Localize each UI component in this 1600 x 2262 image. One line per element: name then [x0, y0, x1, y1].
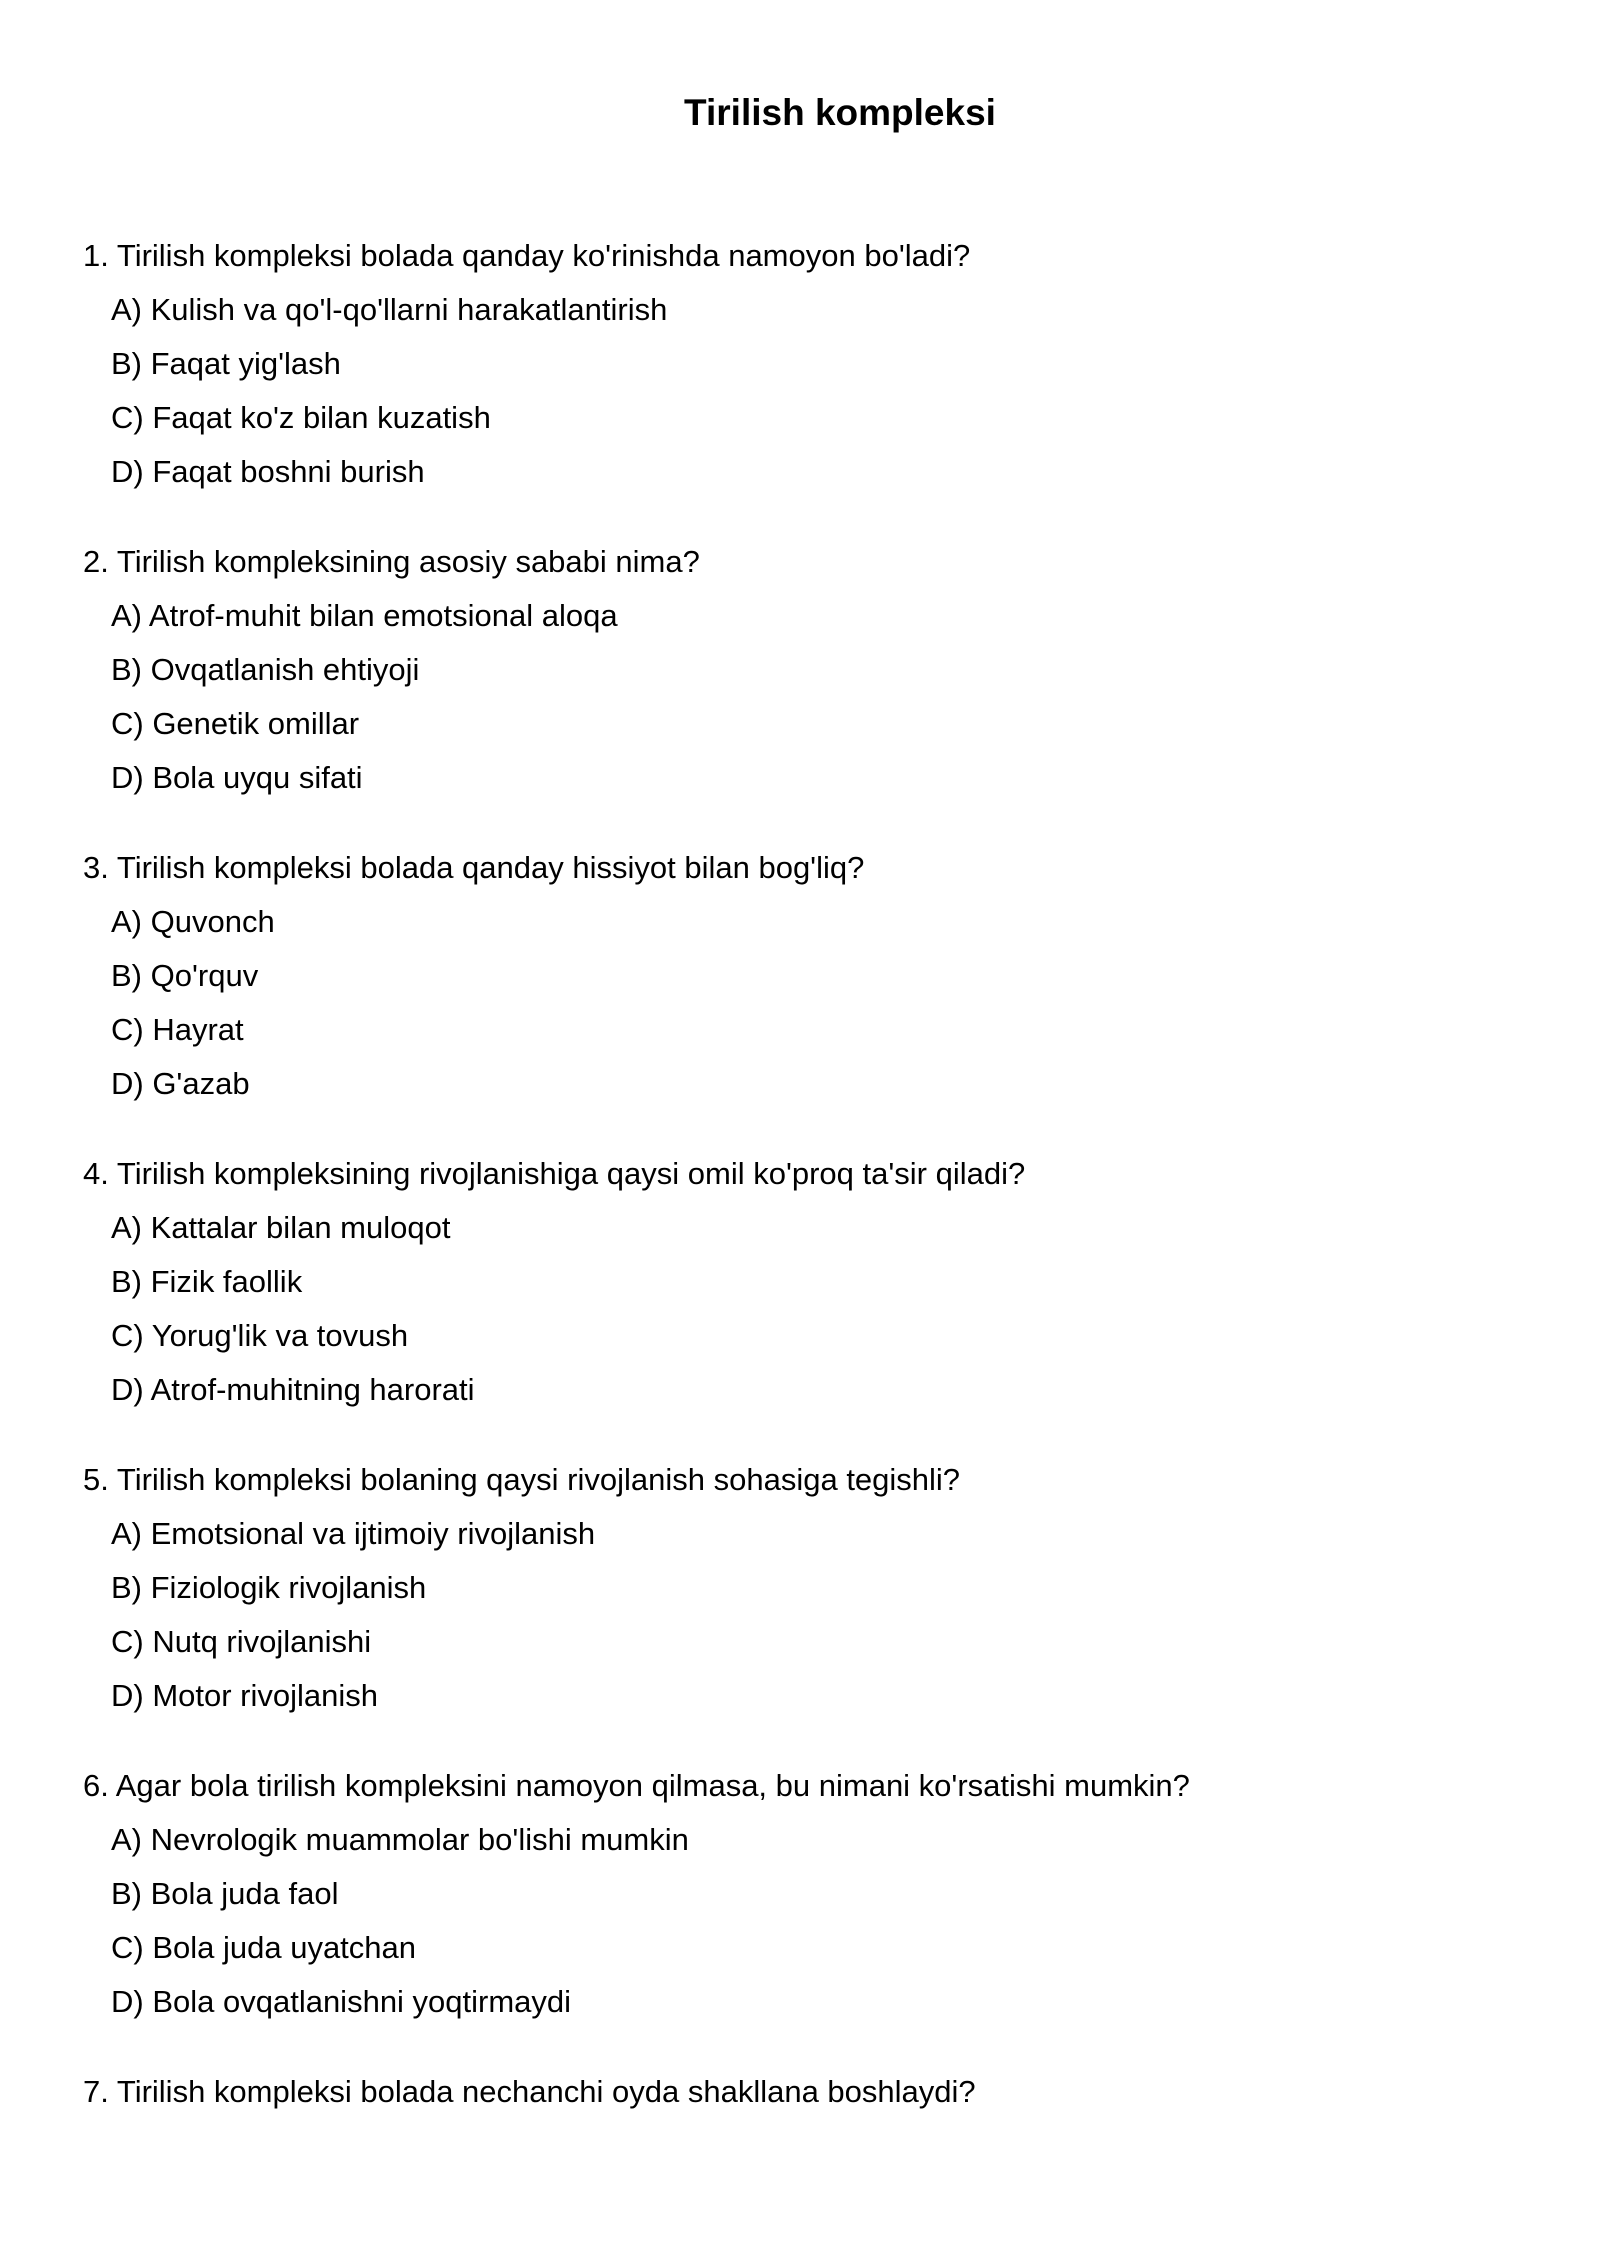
- answer-option: C) Genetik omillar: [111, 706, 360, 741]
- answer-option: C) Nutq rivojlanishi: [111, 1624, 372, 1659]
- answer-option: D) G'azab: [111, 1066, 250, 1101]
- answer-option: B) Ovqatlanish ehtiyoji: [111, 652, 420, 687]
- answer-option: B) Fizik faollik: [111, 1264, 303, 1299]
- answer-option: D) Atrof-muhitning harorati: [111, 1372, 475, 1407]
- answer-option: D) Faqat boshni burish: [111, 454, 425, 489]
- answer-option: C) Yorug'lik va tovush: [111, 1318, 409, 1353]
- answer-option: B) Faqat yig'lash: [111, 346, 341, 381]
- question-text: 1. Tirilish kompleksi bolada qanday ko'rinishda namoyon bo'ladi?: [83, 238, 971, 273]
- question-block: [83, 2065, 1543, 2119]
- question-block: [83, 229, 1543, 499]
- answer-option: C) Bola juda uyatchan: [111, 1930, 417, 1965]
- question-list: [83, 229, 1543, 2155]
- answer-option: A) Nevrologik muammolar bo'lishi mumkin: [111, 1822, 689, 1857]
- question-block: [83, 1147, 1543, 1417]
- answer-option: B) Fiziologik rivojlanish: [111, 1570, 427, 1605]
- answer-option: B) Qo'rquv: [111, 958, 259, 993]
- question-text: 5. Tirilish kompleksi bolaning qaysi rivojlanish sohasiga tegishli?: [83, 1462, 961, 1497]
- question-text: 2. Tirilish kompleksining asosiy sababi nima?: [83, 544, 700, 579]
- answer-option: A) Kulish va qo'l-qo'llarni harakatlantirish: [111, 292, 668, 327]
- answer-option: C) Hayrat: [111, 1012, 244, 1047]
- answer-option: D) Motor rivojlanish: [111, 1678, 379, 1713]
- question-text: 7. Tirilish kompleksi bolada nechanchi oyda shakllana boshlaydi?: [83, 2074, 976, 2109]
- question-block: [83, 1759, 1543, 2029]
- answer-option: D) Bola ovqatlanishni yoqtirmaydi: [111, 1984, 572, 2019]
- question-block: [83, 535, 1543, 805]
- answer-option: A) Quvonch: [111, 904, 275, 939]
- answer-option: D) Bola uyqu sifati: [111, 760, 363, 795]
- question-block: [83, 841, 1543, 1111]
- question-text: 3. Tirilish kompleksi bolada qanday hissiyot bilan bog'liq?: [83, 850, 865, 885]
- answer-option: A) Emotsional va ijtimoiy rivojlanish: [111, 1516, 596, 1551]
- question-text: 6. Agar bola tirilish kompleksini namoyon qilmasa, bu nimani ko'rsatishi mumkin?: [83, 1768, 1190, 1803]
- answer-option: C) Faqat ko'z bilan kuzatish: [111, 400, 491, 435]
- question-block: [83, 1453, 1543, 1723]
- answer-option: A) Atrof-muhit bilan emotsional aloqa: [111, 598, 618, 633]
- document-title: Tirilish kompleksi: [684, 92, 996, 133]
- answer-option: A) Kattalar bilan muloqot: [111, 1210, 451, 1245]
- answer-option: B) Bola juda faol: [111, 1876, 339, 1911]
- question-text: 4. Tirilish kompleksining rivojlanishiga qaysi omil ko'proq ta'sir qiladi?: [83, 1156, 1026, 1191]
